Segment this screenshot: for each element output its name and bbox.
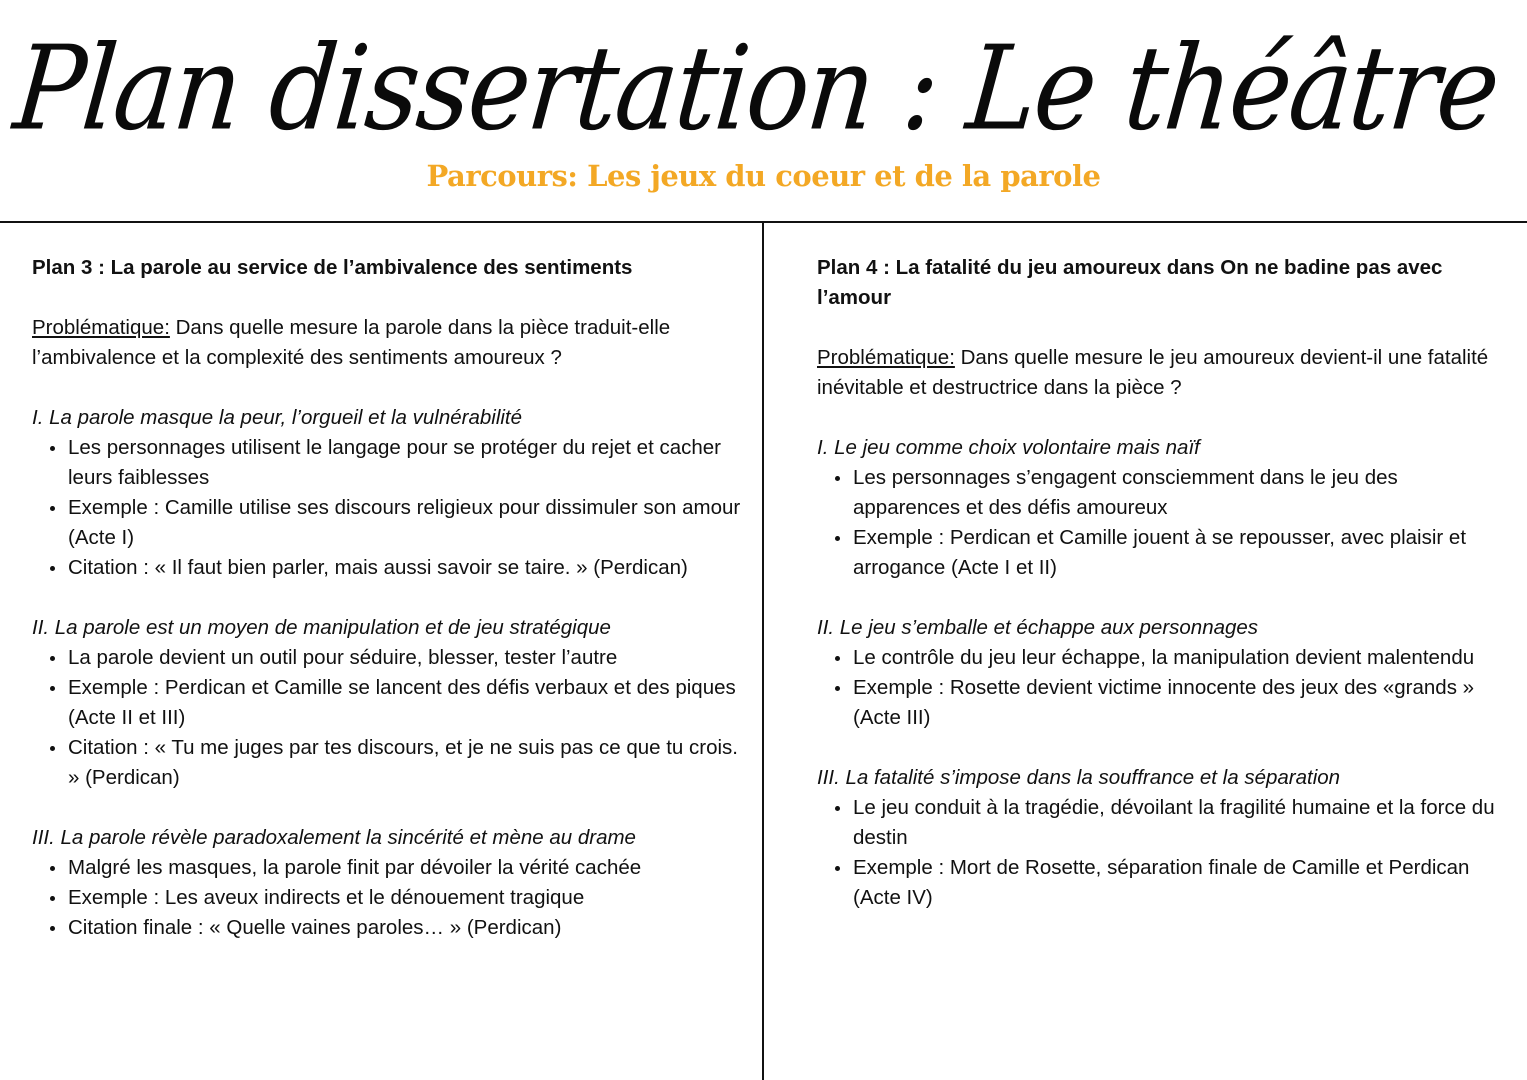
plan-4-column — [817, 253, 1497, 913]
section — [817, 763, 1497, 913]
list-item: La parole devient un outil pour séduire, blesser, tester l’autre — [68, 643, 748, 673]
section-title: II. Le jeu s’emballe et échappe aux personnages — [817, 616, 1259, 639]
problematique-label: Problématique: — [32, 316, 170, 339]
bullet-list — [32, 433, 748, 583]
list-item: Exemple : Camille utilise ses discours religieux pour dissimuler son amour (Acte I) — [68, 493, 748, 553]
section — [32, 823, 748, 943]
bullet-list — [32, 643, 748, 793]
list-item: Citation : « Il faut bien parler, mais aussi savoir se taire. » (Perdican) — [68, 553, 748, 583]
list-item: Exemple : Mort de Rosette, séparation finale de Camille et Perdican (Acte IV) — [853, 853, 1497, 913]
list-item: Les personnages utilisent le langage pour se protéger du rejet et cacher leurs faiblesses — [68, 433, 748, 493]
problematique — [817, 343, 1497, 403]
section-title: I. La parole masque la peur, l’orgueil et la vulnérabilité — [32, 406, 523, 429]
plan-3-column — [32, 253, 748, 943]
list-item: Exemple : Perdican et Camille se lancent des défis verbaux et des piques (Acte II et III) — [68, 673, 748, 733]
list-item: Le contrôle du jeu leur échappe, la manipulation devient malentendu — [853, 643, 1497, 673]
problematique-label: Problématique: — [817, 346, 955, 369]
section — [32, 613, 748, 793]
bullet-list — [817, 793, 1497, 913]
section-title: II. La parole est un moyen de manipulation et de jeu stratégique — [32, 616, 611, 639]
list-item: Citation : « Tu me juges par tes discours, et je ne suis pas ce que tu crois. » (Perdican) — [68, 733, 748, 793]
column-divider — [762, 222, 764, 1080]
page-header — [0, 0, 1527, 222]
bullet-list — [32, 853, 748, 943]
list-item: Exemple : Rosette devient victime innocente des jeux des «grands » (Acte III) — [853, 673, 1497, 733]
plan-title: Plan 3 : La parole au service de l’ambivalence des sentiments — [32, 256, 633, 279]
section — [817, 613, 1497, 733]
section-title: III. La fatalité s’impose dans la souffrance et la séparation — [817, 766, 1341, 789]
section-title: I. Le jeu comme choix volontaire mais naïf — [817, 436, 1200, 459]
bullet-list — [817, 463, 1497, 583]
list-item: Les personnages s’engagent consciemment dans le jeu des apparences et des défis amoureux — [853, 463, 1497, 523]
page-subtitle: Parcours: Les jeux du coeur et de la parole — [426, 159, 1101, 193]
section — [817, 433, 1497, 583]
bullet-list — [817, 643, 1497, 733]
list-item: Malgré les masques, la parole finit par dévoiler la vérité cachée — [68, 853, 748, 883]
list-item: Citation finale : « Quelle vaines paroles… » (Perdican) — [68, 913, 748, 943]
problematique-text: Dans quelle mesure le jeu amoureux devient-il une fatalité inévitable et destructrice dans la pièce ? — [817, 346, 1489, 399]
plan-title: Plan 4 : La fatalité du jeu amoureux dans On ne badine pas avec l’amour — [817, 256, 1443, 309]
problematique-text: Dans quelle mesure la parole dans la pièce traduit-elle l’ambivalence et la complexité des sentiments amoureux ? — [32, 316, 671, 369]
list-item: Exemple : Les aveux indirects et le dénouement tragique — [68, 883, 748, 913]
section — [32, 403, 748, 583]
list-item: Exemple : Perdican et Camille jouent à se repousser, avec plaisir et arrogance (Acte I et II) — [853, 523, 1497, 583]
page-title: Plan dissertation : Le théâtre — [8, 20, 1504, 157]
list-item: Le jeu conduit à la tragédie, dévoilant la fragilité humaine et la force du destin — [853, 793, 1497, 853]
problematique — [32, 313, 748, 373]
section-title: III. La parole révèle paradoxalement la sincérité et mène au drame — [32, 826, 636, 849]
